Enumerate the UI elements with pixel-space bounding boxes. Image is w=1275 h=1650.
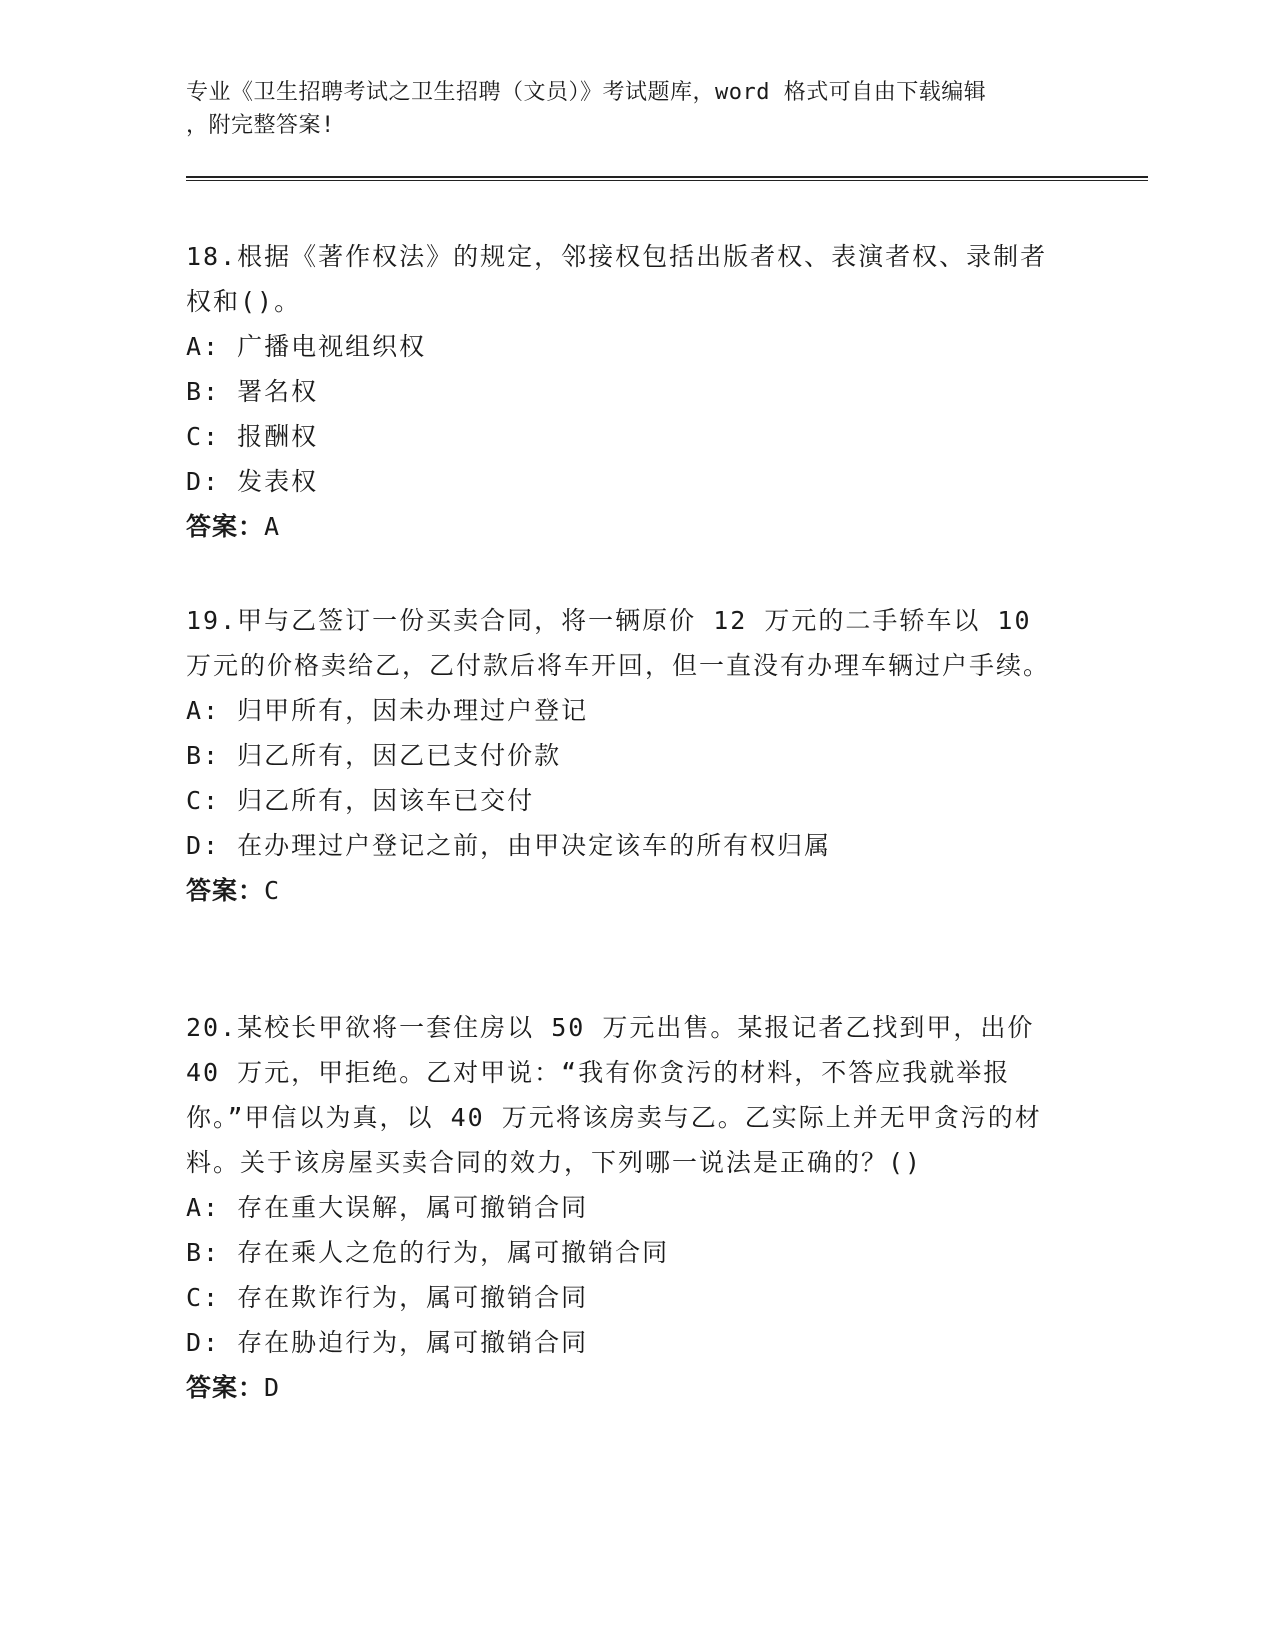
option-d: D: 在办理过户登记之前，由甲决定该车的所有权归属 [186,831,832,860]
question-20 [186,1005,1066,1410]
option-c: C: 归乙所有，因该车已交付 [186,786,535,815]
answer-value: D [264,1373,281,1402]
option-b: B: 归乙所有，因乙已支付价款 [186,741,562,770]
answer-line [186,1365,1066,1410]
answer-line [186,504,1066,549]
option-b: B: 存在乘人之危的行为，属可撤销合同 [186,1238,670,1267]
answer-label: 答案： [186,1373,265,1402]
answer-line [186,868,1066,913]
answer-label: 答案： [186,512,265,541]
question-19 [186,598,1066,913]
option-d: D: 存在胁迫行为，属可撤销合同 [186,1328,589,1357]
option-a: A: 广播电视组织权 [186,332,427,361]
answer-value: C [264,876,281,905]
option-a: A: 存在重大误解，属可撤销合同 [186,1193,589,1222]
header-note [186,76,1066,142]
answer-value: A [264,512,281,541]
option-a: A: 归甲所有，因未办理过户登记 [186,696,589,725]
option-b: B: 署名权 [186,377,319,406]
question-18 [186,234,1066,549]
header-note-line2: ，附完整答案! [186,113,335,138]
option-c: C: 存在欺诈行为，属可撤销合同 [186,1283,589,1312]
option-c: C: 报酬权 [186,422,319,451]
question-stem: 19.甲与乙签订一份买卖合同，将一辆原价 12 万元的二手轿车以 10 万元的价格卖给乙，乙付款后将车开回，但一直没有办理车辆过户手续。 [186,606,1051,680]
header-divider [186,176,1148,181]
header-note-line1: 专业《卫生招聘考试之卫生招聘（文员）》考试题库，word 格式可自由下载编辑 [186,80,987,105]
answer-label: 答案： [186,876,265,905]
question-stem: 18.根据《著作权法》的规定，邻接权包括出版者权、表演者权、录制者权和()。 [186,242,1048,316]
question-stem: 20.某校长甲欲将一套住房以 50 万元出售。某报记者乙找到甲，出价 40 万元，甲拒绝。乙对甲说：“我有你贪污的材料，不答应我就举报你。”甲信以为真，以 40 万元将该房卖与乙。乙实际上并无甲贪污的材料。关于该房屋买卖合同的效力，下列哪一说法是正确的？() [186,1013,1052,1177]
option-d: D: 发表权 [186,467,319,496]
